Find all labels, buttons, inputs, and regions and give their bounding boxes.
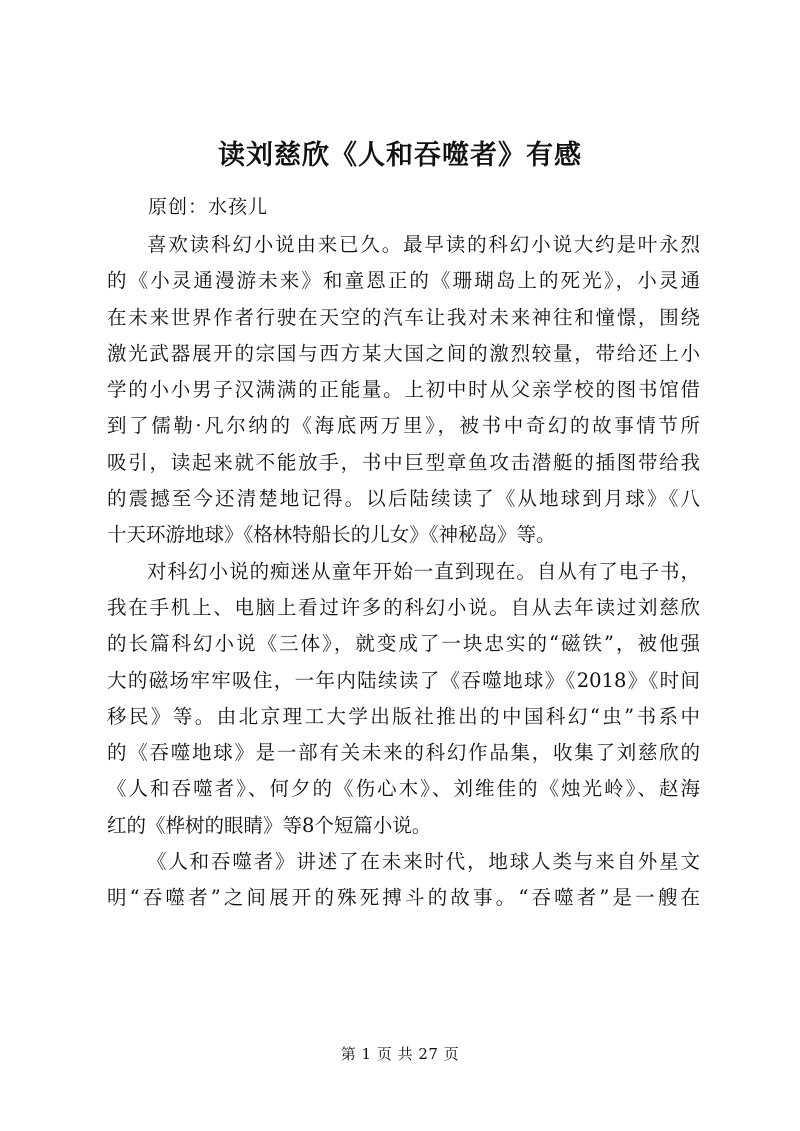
paragraph-line: 红的《桦树的眼睛》等8个短篇小说。 (107, 813, 432, 837)
paragraph-line: 的长篇科幻小说《三体》，就变成了一块忠实的“磁铁”，被他强 (107, 632, 700, 656)
paragraph-line: 明“吞噬者”之间展开的殊死搏斗的故事。“吞噬者”是一艘在 (107, 886, 700, 910)
paragraph-line: 激光武器展开的宗国与西方某大国之间的激烈较量，带给还上小 (107, 341, 700, 365)
paragraph-line: 《人和吞噬者》讲述了在未来时代，地球人类与来自外星文 (147, 850, 700, 874)
paragraph-line: 大的磁场牢牢吸住，一年内陆续读了《吞噬地球》《2018》《时间 (107, 668, 700, 692)
paragraph-line: 《人和吞噬者》、何夕的《伤心木》、刘维佳的《烛光岭》、赵海 (107, 777, 700, 801)
paragraph-line: 十天环游地球》《格林特船长的儿女》《神秘岛》等。 (107, 523, 556, 547)
paragraph-line: 的震撼至今还清楚地记得。以后陆续读了《从地球到月球》《八 (107, 487, 700, 511)
page-title: 读刘慈欣《人和吞噬者》有感 (218, 140, 582, 171)
paragraph-line: 在未来世界作者行驶在天空的汽车让我对未来神往和憧憬，围绕 (107, 305, 700, 329)
paragraph-line: 喜欢读科幻小说由来已久。最早读的科幻小说大约是叶永烈 (147, 233, 700, 256)
paragraph-line: 的《小灵通漫游未来》和童恩正的《珊瑚岛上的死光》，小灵通 (107, 269, 700, 293)
paragraph-line: 的《吞噬地球》是一部有关未来的科幻作品集，收集了刘慈欣的 (107, 741, 700, 765)
paragraph-1 (107, 227, 700, 554)
paragraph-line: 到了儒勒·凡尔纳的《海底两万里》，被书中奇幻的故事情节所 (107, 414, 700, 438)
article-body (107, 227, 700, 917)
author-line: 原创：水孩儿 (148, 196, 269, 218)
page-footer: 第 1 页 共 27 页 (340, 1045, 460, 1063)
paragraph-line: 学的小小男子汉满满的正能量。上初中时从父亲学校的图书馆借 (107, 378, 700, 402)
paragraph-line: 移民》等。由北京理工大学出版社推出的中国科幻“虫”书系中 (107, 704, 700, 728)
paragraph-line: 对科幻小说的痴迷从童年开始一直到现在。自从有了电子书， (147, 559, 700, 583)
paragraph-line: 吸引，读起来就不能放手，书中巨型章鱼攻击潜艇的插图带给我 (107, 450, 700, 474)
paragraph-2 (107, 554, 700, 844)
paragraph-3 (107, 844, 700, 917)
paragraph-line: 我在手机上、电脑上看过许多的科幻小说。自从去年读过刘慈欣 (107, 595, 700, 619)
